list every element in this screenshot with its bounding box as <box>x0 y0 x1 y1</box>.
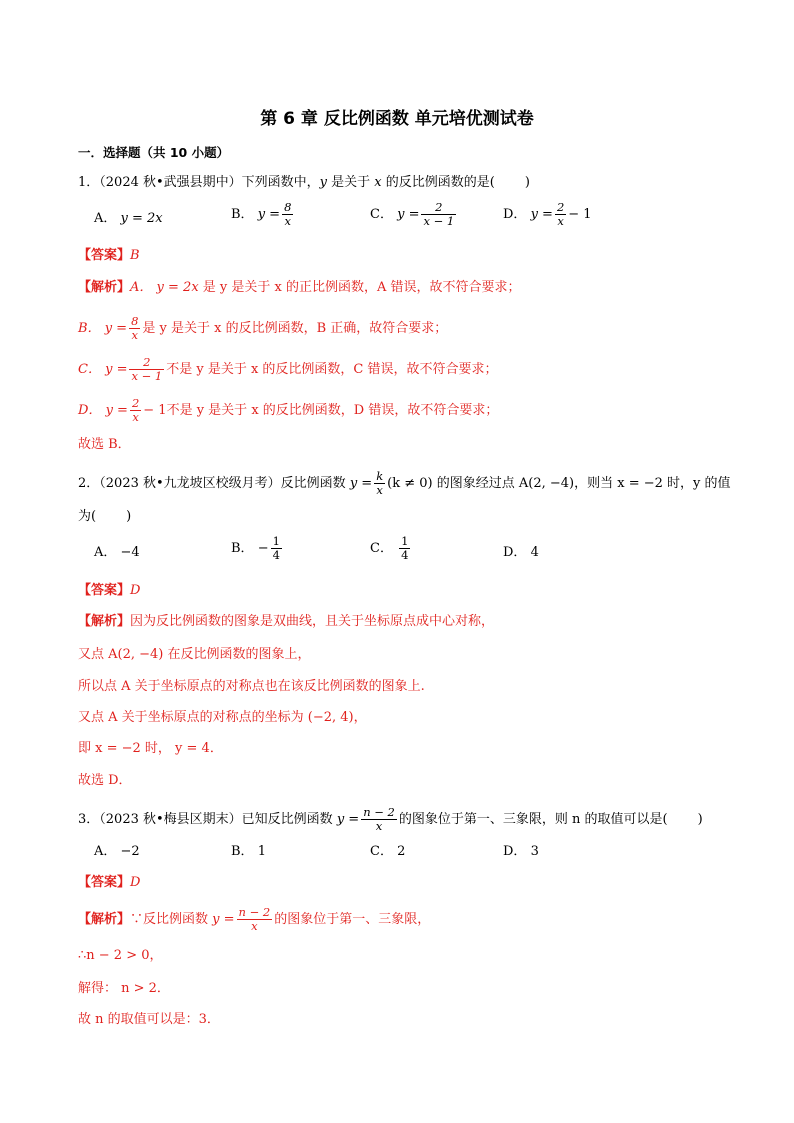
question-2-analysis-line: 又点 A(2, −4) 在反比例函数的图象上， <box>78 647 311 662</box>
question-3-answer: 【答案】D <box>78 875 141 890</box>
option-c: C． y = $\frac{2}{x - 1}$ <box>370 200 455 228</box>
option-a: A． −2 <box>94 844 140 859</box>
option-a: A． y = 2x <box>94 211 163 226</box>
option-a: A． −4 <box>94 545 140 560</box>
question-2-analysis-line: 又点 A 关于坐标原点的对称点的坐标为 (−2, 4)， <box>78 710 367 725</box>
question-1-analysis-line: C． y = $\frac{2}{x - 1}$ 不是 y 是关于 x 的反比例函数，C 错误，故不符合要求； <box>78 355 498 383</box>
option-b: B． y = $\frac{8}{x}$ <box>231 200 292 228</box>
question-2-conclusion: 故选 D． <box>78 773 132 788</box>
page-title: 第 6 章 反比例函数 单元培优测试卷 <box>260 109 534 129</box>
question-source: （2023 秋•九龙坡区校级月考）反比例函数 <box>99 476 350 491</box>
option-c: C． $\frac{1}{4}$ <box>370 534 409 562</box>
section-heading: 一．选择题（共 10 小题） <box>78 145 230 160</box>
option-b: B． − $\frac{1}{4}$ <box>231 534 280 562</box>
question-number: 3． <box>78 812 100 827</box>
question-1-analysis-line: D． y = $\frac{2}{x}$ − 1不是 y 是关于 x 的反比例函数，D 错误，故不符合要求； <box>78 396 499 424</box>
question-2-analysis-line: 【解析】因为反比例函数的图象是双曲线，且关于坐标原点成中心对称， <box>78 614 495 629</box>
question-3-analysis-line: 【解析】∵反比例函数 y = $\frac{n - 2}{x}$ 的图象位于第一、三象限， <box>78 905 431 933</box>
question-2-analysis-line: 所以点 A 关于坐标原点的对称点也在该反比例函数的图象上. <box>78 679 425 694</box>
question-3-conclusion: 故 n 的取值可以是：3． <box>78 1012 220 1027</box>
question-number: 1． <box>78 175 100 190</box>
question-2-stem-cont: 为( ) <box>78 509 132 524</box>
question-3-stem: 3．（2023 秋•梅县区期末）已知反比例函数 y = $\frac{n - 2}{x}$ 的图象位于第一、三象限，则 n 的取值可以是( ) <box>78 805 703 833</box>
question-1-analysis-line: 【解析】A． y = 2x 是 y 是关于 x 的正比例函数，A 错误，故不符合要求； <box>78 280 521 295</box>
option-d: D． 4 <box>503 545 539 560</box>
question-1-conclusion: 故选 B． <box>78 437 131 452</box>
question-1-analysis-line: B． y = $\frac{8}{x}$ 是 y 是关于 x 的反比例函数，B 正确，故符合要求； <box>78 314 448 342</box>
option-c: C． 2 <box>370 844 406 859</box>
question-3-analysis-line: 解得： n > 2． <box>78 981 170 996</box>
option-d: D． y = $\frac{2}{x}$ − 1 <box>503 200 592 228</box>
option-d: D． 3 <box>503 844 539 859</box>
question-2-stem: 2．（2023 秋•九龙坡区校级月考）反比例函数 y = $\frac{k}{x}$ (k ≠ 0) 的图象经过点 A(2, −4)，则当 x = −2 时，y 的值 <box>78 469 731 497</box>
question-3-analysis-line: ∴n − 2 > 0， <box>78 948 163 963</box>
question-source: （2024 秋•武强县期中）下列函数中， <box>99 175 320 190</box>
question-2-analysis-line: 即 x = −2 时， y = 4． <box>78 741 223 756</box>
question-number: 2． <box>78 476 100 491</box>
question-1-answer: 【答案】B <box>78 248 140 263</box>
question-1-stem: 1．（2024 秋•武强县期中）下列函数中，y 是关于 x 的反比例函数的是( ) <box>78 175 530 190</box>
question-source: （2023 秋•梅县区期末）已知反比例函数 <box>99 812 337 827</box>
question-2-answer: 【答案】D <box>78 583 141 598</box>
option-b: B． 1 <box>231 844 266 859</box>
